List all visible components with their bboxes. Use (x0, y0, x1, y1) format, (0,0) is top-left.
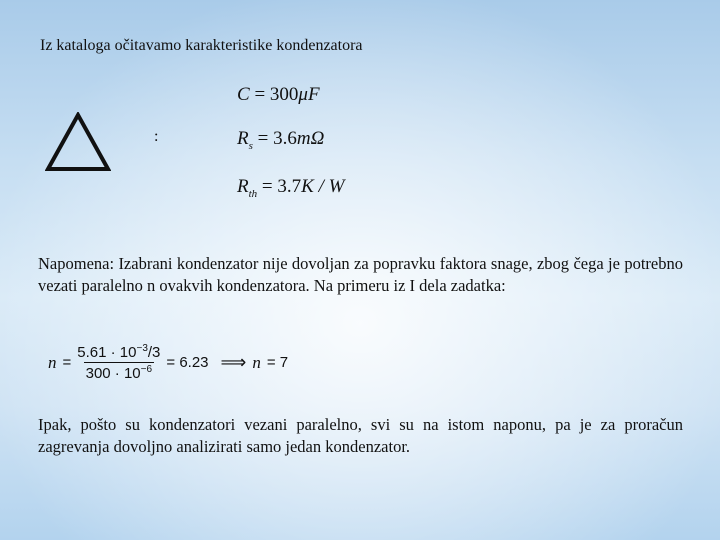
resistance-symbol: R (237, 128, 249, 149)
capacitance-formula (237, 84, 320, 106)
equation-fraction (75, 343, 162, 382)
numerator-exponent: −3 (136, 343, 148, 354)
capacitance-unit: F (307, 84, 320, 105)
conclusion-paragraph: Ipak, pošto su kondenzatori vezani paralelno, svi su na istom naponu, pa je za proračun zagrevanja dovoljno analizirati samo jedan kondenzator. (38, 415, 683, 456)
thermal-value: 3.7 (277, 176, 302, 197)
implies-arrow: ⟹ (220, 352, 247, 372)
capacitance-equals: = (249, 84, 270, 105)
thermal-unit: K / W (301, 176, 345, 197)
thermal-symbol: R (237, 176, 249, 197)
intro-text: Iz kataloga očitavamo karakteristike kondenzatora (40, 37, 363, 54)
numerator-base: 5.61 · 10 (77, 344, 137, 361)
result-variable: n (252, 352, 261, 372)
thermal-subscript: th (248, 187, 258, 200)
colon: : (154, 128, 159, 145)
resistance-subscript: s (248, 139, 253, 152)
denominator-exponent: −6 (140, 364, 153, 375)
thermal-resistance-formula (237, 176, 344, 200)
resistance-formula (237, 128, 324, 152)
denominator-base: 300 · 10 (85, 365, 141, 382)
capacitance-unit-prefix: μ (298, 84, 308, 105)
resistance-unit: mΩ (296, 128, 325, 149)
final-result: = 7 (266, 354, 289, 371)
note-paragraph: Napomena: Izabrani kondenzator nije dovoljan za popravku faktora snage, zbog čega je potrebno vezati paralelno n ovakvih kondenzatora. Na primeru iz I dela zadatka: (38, 254, 683, 295)
resistance-value: 3.6 (273, 128, 297, 149)
capacitance-symbol: C (237, 84, 250, 105)
equation-lhs: n (48, 352, 57, 372)
fraction-denominator (84, 362, 154, 382)
capacitance-value: 300 (269, 84, 299, 105)
delta-triangle-icon (45, 112, 111, 172)
numerator-tail: /3 (147, 344, 161, 361)
resistance-equals: = (252, 128, 274, 149)
thermal-equals: = (257, 176, 278, 197)
equation-equals: = (62, 354, 72, 371)
equation-result: = 6.23 (166, 354, 209, 371)
fraction-numerator (75, 343, 162, 362)
equation (48, 343, 288, 382)
